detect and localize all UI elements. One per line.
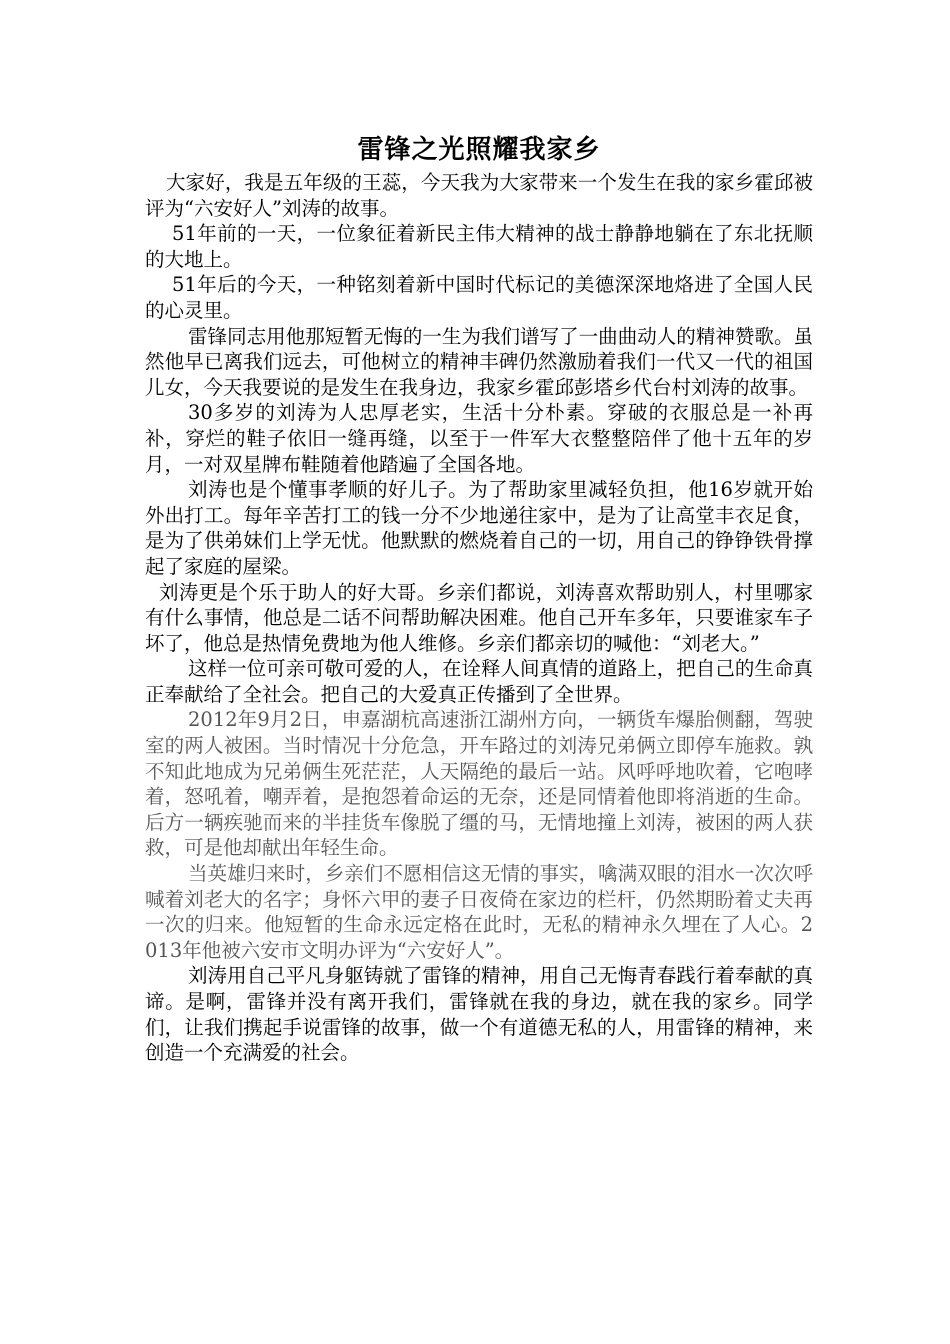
paragraph: 51年前的一天，一位象征着新民主伟大精神的战士静静地躺在了东北抚顺的大地上。 [145,222,813,271]
paragraph: 30多岁的刘涛为人忠厚老实，生活十分朴素。穿破的衣服总是一补再补，穿烂的鞋子依旧一缝再缝，以至于一件军大衣整整陪伴了他十五年的岁月，一对双星牌布鞋随着他踏遍了全国各地。 [145,401,813,476]
paragraph: 刘涛也是个懂事孝顺的好儿子。为了帮助家里减轻负担，他16岁就开始外出打工。每年辛苦打工的钱一分不少地递往家中，是为了让高堂丰衣足食，是为了供弟妹们上学无忧。他默默的燃烧着自己的一切，用自己的铮铮铁骨撑起了家庭的屋梁。 [145,478,813,578]
document-page [145,132,813,1066]
paragraph: 刘涛更是个乐于助人的好大哥。乡亲们都说，刘涛喜欢帮助别人，村里哪家有什么事情，他总是二话不问帮助解决困难。他自己开车多年，只要谁家车子坏了，他总是热情免费地为他人维修。乡亲们都亲切的喊他：“刘老大。” [145,580,813,655]
document-title: 雷锋之光照耀我家乡 [357,135,601,165]
paragraph: 2012年9月2日，申嘉湖杭高速浙江湖州方向，一辆货车爆胎侧翻，驾驶室的两人被困。当时情况十分危急，开车路过的刘涛兄弟俩立即停车施救。孰不知此地成为兄弟俩生死茫茫，人天隔绝的最后一站。风呼呼地吹着，它咆哮着，怒吼着，嘲弄着，是抱怨着命运的无奈，还是同情着他即将消逝的生命。后方一辆疾驰而来的半挂货车像脱了缰的马，无情地撞上刘涛，被困的两人获救，可是他却献出年轻生命。 [145,708,813,860]
paragraph: 51年后的今天，一种铭刻着新中国时代标记的美德深深地烙进了全国人民的心灵里。 [145,273,813,322]
paragraph: 刘涛用自己平凡身躯铸就了雷锋的精神，用自己无悔青春践行着奉献的真谛。是啊，雷锋并没有离开我们，雷锋就在我的身边，就在我的家乡。同学们，让我们携起手说雷锋的故事，做一个有道德无私的人，用雷锋的精神，来创造一个充满爱的社会。 [145,964,813,1065]
paragraph: 大家好，我是五年级的王蕊，今天我为大家带来一个发生在我的家乡霍邱被评为“六安好人”刘涛的故事。 [145,171,813,220]
document-body [145,170,813,1066]
paragraph: 这样一位可亲可敬可爱的人，在诠释人间真情的道路上，把自己的生命真正奉献给了全社会。把自己的大爱真正传播到了全世界。 [145,657,813,706]
paragraph: 雷锋同志用他那短暂无悔的一生为我们谱写了一曲曲动人的精神赞歌。虽然他早已离我们远去，可他树立的精神丰碑仍然激励着我们一代又一代的祖国儿女，今天我要说的是发生在我身边，我家乡霍邱彭塔乡代台村刘涛的故事。 [145,324,813,399]
paragraph: 当英雄归来时，乡亲们不愿相信这无情的事实，噙满双眼的泪水一次次呼喊着刘老大的名字；身怀六甲的妻子日夜倚在家边的栏杆，仍然期盼着丈夫再一次的归来。他短暂的生命永远定格在此时，无私的精神永久埋在了人心。2013年他被六安市文明办评为“六安好人”。 [145,862,813,962]
